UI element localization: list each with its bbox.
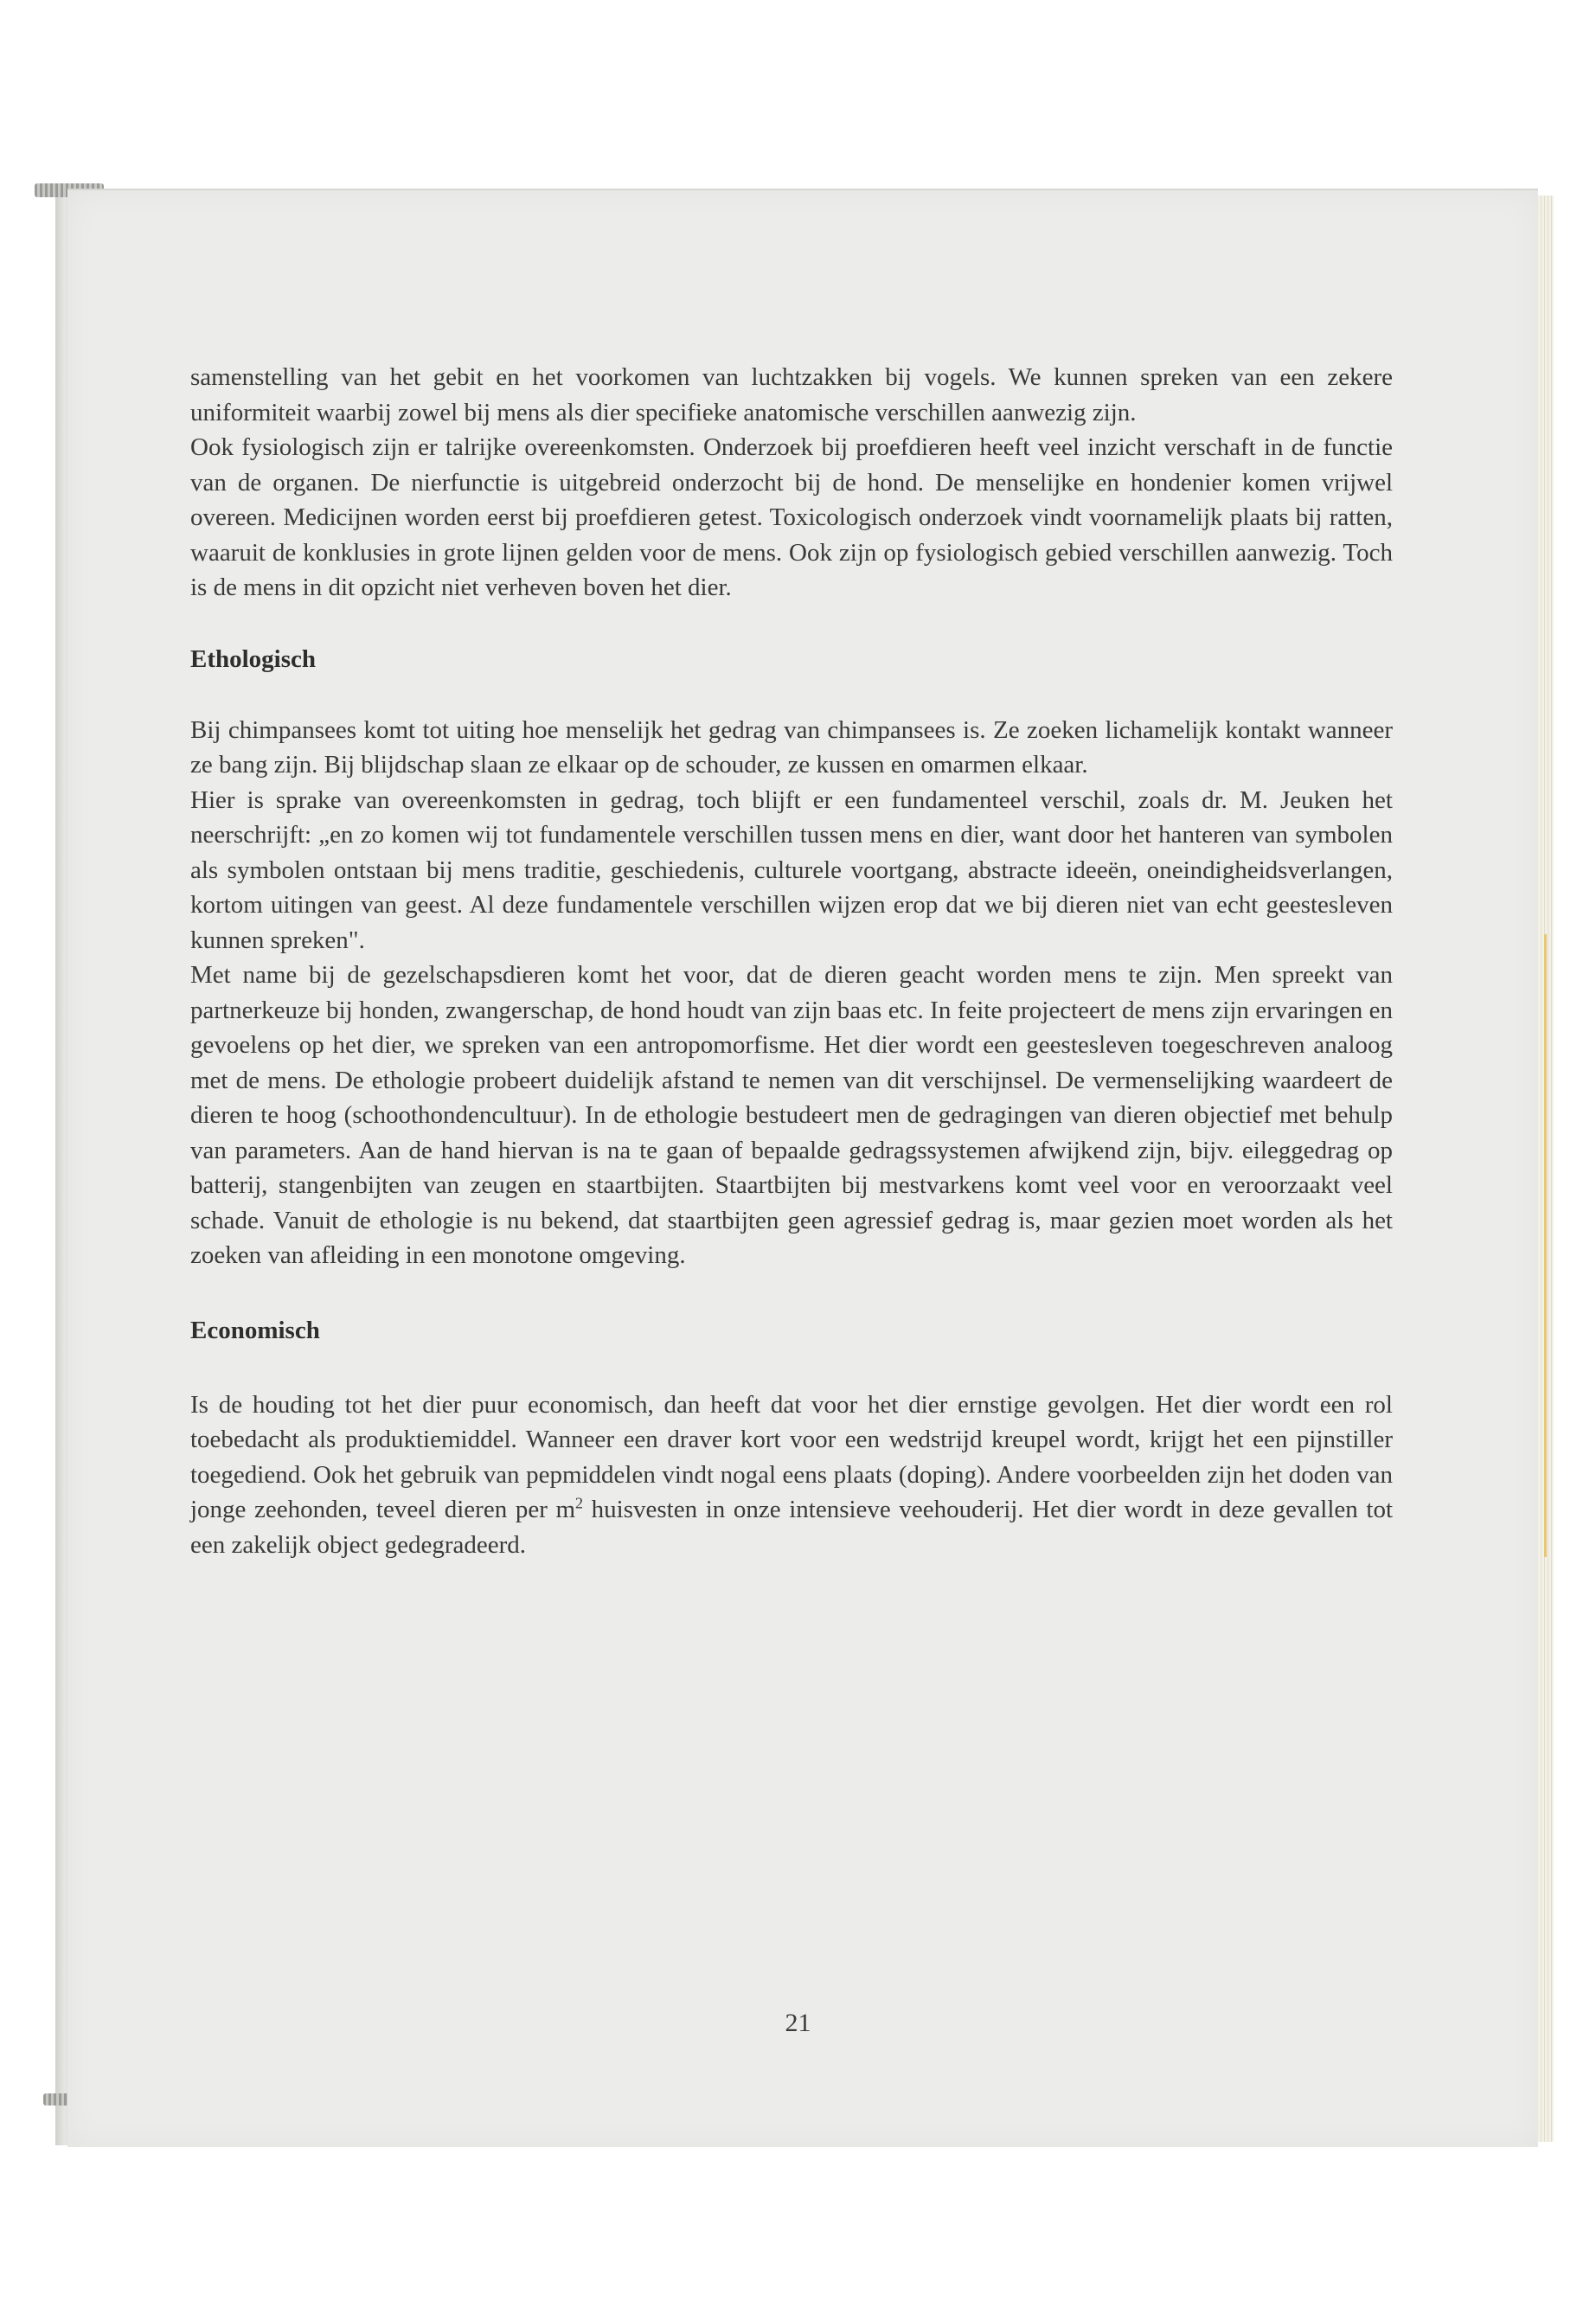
ethologisch-paragraph-3: Met name bij de gezelschapsdieren komt het voor, dat de dieren geacht worden mens te zijn. Men spreekt van partnerkeuze bij honden, zwangerschap, de hond houdt van zijn baas etc. In feite projecteert de mens zijn ervaringen en gevoelens op het dier, we spreken van een antropomorfisme. Het dier wordt een geestesleven toegeschreven analoog met de mens. De ethologie probeert duidelijk afstand te nemen van dit verschijnsel. De vermenselijking waardeert de dieren te hoog (schoothondencultuur). In de ethologie bestudeert men de gedragingen van dieren objectief met behulp van parameters. Aan de hand hiervan is na te gaan of bepaalde gedragssystemen afwijkend zijn, bijv. eileggedrag op batterij, stangenbijten van zeugen en staartbijten. Staartbijten bij mestvarkens komt veel voor en veroorzaakt veel schade. Vanuit de ethologie is nu bekend, dat staartbijten geen agressief gedrag is, maar gezien moet worden als het zoeken van afleiding in een monotone omgeving. [190, 961, 1393, 1269]
economisch-text-part-1: Is de houding tot het dier puur economisch, dan heeft dat voor het dier ernstige gevolgen. Het dier wordt een rol toebedacht als produktiemiddel. Wanneer een draver kort voor een wedstrijd kreupel wordt, krijgt het een pijnstiller toegediend. Ook het gebruik van pepmiddelen vindt nogal eens plaats (doping). Andere voorbeelden zijn het doden van jonge zeehonden, teveel dieren per m [190, 1390, 1393, 1523]
page-text [190, 360, 1393, 1562]
economisch-paragraph-1 [190, 1388, 1393, 1563]
economisch-text-part-2: huisvesten in onze intensieve veehouderij. Het dier wordt in deze gevallen tot een zakelijk object gedegradeerd. [190, 1496, 1393, 1559]
page-edge-accent [1544, 934, 1547, 1557]
ethologisch-paragraph-1: Bij chimpansees komt tot uiting hoe menselijk het gedrag van chimpansees is. Ze zoeken lichamelijk kontakt wanneer ze bang zijn. Bij blijdschap slaan ze elkaar op de schouder, ze kussen en omarmen elkaar. [190, 715, 1393, 779]
ethologisch-paragraph-2: Hier is sprake van overeenkomsten in gedrag, toch blijft er een fundamenteel verschil, zoals dr. M. Jeuken het neerschrijft: „en zo komen wij tot fundamentele verschillen tussen mens en dier, want door het hanteren van symbolen als symbolen ontstaan bij mens traditie, geschiedenis, culturele voortgang, abstracte ideeën, oneindigheidsverlangen, kortom uitingen van geest. Al deze fundamentele verschillen wijzen erop dat we bij dieren niet van echt geestesleven kunnen spreken". [190, 785, 1393, 954]
superscript-2: 2 [575, 1494, 584, 1512]
intro-paragraph-1: samenstelling van het gebit en het voorkomen van luchtzakken bij vogels. We kunnen spreken van een zekere uniformiteit waarbij zowel bij mens als dier specifieke anatomische verschillen aanwezig zijn. [190, 363, 1393, 426]
section-heading-ethologisch: Ethologisch [190, 644, 317, 673]
section-heading-economisch: Economisch [190, 1316, 320, 1344]
intro-paragraph-2: Ook fysiologisch zijn er talrijke overeenkomsten. Onderzoek bij proefdieren heeft veel inzicht verschaft in de functie van de organen. De nierfunctie is uitgebreid onderzocht bij de hond. De menselijke en hondenier komen vrijwel overeen. Medicijnen worden eerst bij proefdieren getest. Toxicologisch onderzoek vindt voornamelijk plaats bij ratten, waaruit de konklusies in grote lijnen gelden voor de mens. Ook zijn op fysiologisch gebied verschillen aanwezig. Toch is de mens in dit opzicht niet verheven boven het dier. [190, 433, 1393, 601]
page-number: 21 [785, 2009, 811, 2037]
